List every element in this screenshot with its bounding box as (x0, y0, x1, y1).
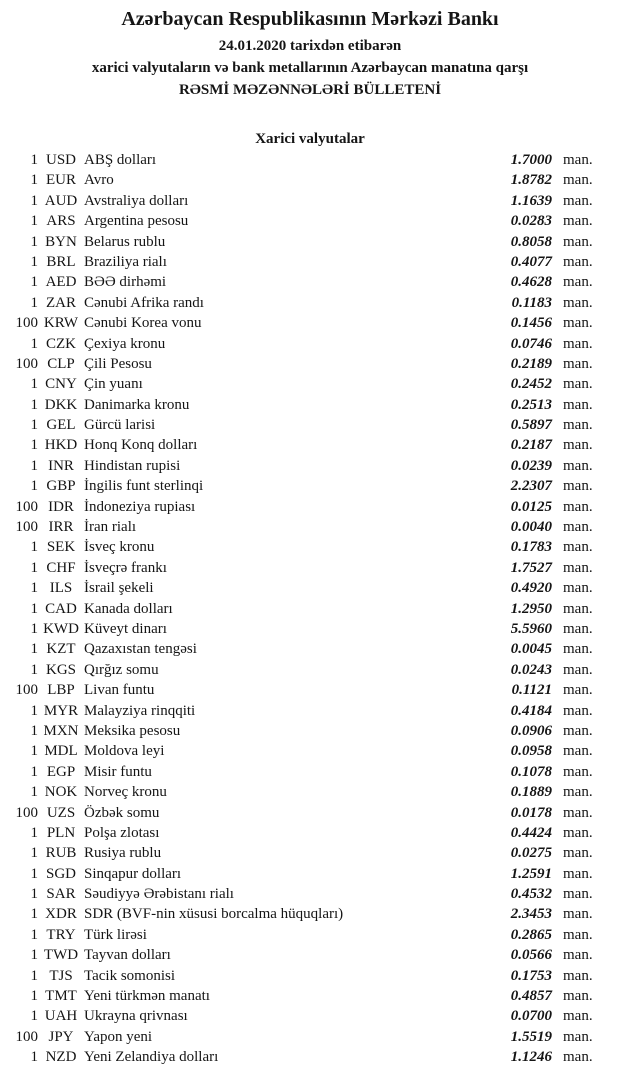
row-rate-value: 0.0746 (510, 335, 552, 352)
table-row (0, 395, 604, 415)
row-quantity: 1 (30, 559, 38, 576)
row-quantity: 1 (30, 172, 38, 189)
table-row (0, 782, 604, 802)
row-currency-name: Sinqapur dolları (84, 865, 182, 882)
row-currency-name: Gürcü larisi (84, 417, 156, 434)
row-currency-name: Tacik somonisi (84, 967, 176, 984)
row-quantity: 1 (30, 906, 38, 923)
row-unit-label: man. (563, 294, 593, 311)
row-rate-value: 0.4077 (510, 253, 552, 270)
row-currency-name: Yeni Zelandiya dolları (84, 1049, 219, 1066)
row-rate-value: 0.0906 (510, 722, 552, 739)
table-row (0, 191, 604, 211)
row-quantity: 1 (30, 600, 38, 617)
row-currency-code: PLN (46, 824, 76, 841)
row-currency-name: Küveyt dinarı (84, 620, 167, 637)
table-row (0, 1027, 604, 1047)
table-row (0, 150, 604, 170)
row-currency-name: Kanada dolları (84, 600, 173, 617)
row-rate-value: 1.7527 (510, 559, 552, 576)
row-quantity: 1 (30, 539, 38, 556)
row-currency-name: İsveç kronu (84, 539, 155, 556)
row-rate-value: 0.2865 (510, 926, 552, 943)
row-unit-label: man. (563, 824, 593, 841)
row-currency-name: Meksika pesosu (84, 722, 181, 739)
table-row (0, 252, 604, 272)
table-row (0, 966, 604, 986)
row-currency-code: USD (45, 152, 76, 168)
row-rate-value: 0.0178 (510, 804, 552, 821)
row-quantity: 1 (30, 376, 38, 393)
row-rate-value: 0.0275 (510, 845, 552, 862)
row-quantity: 1 (30, 702, 38, 719)
row-quantity: 1 (30, 967, 38, 984)
row-quantity: 1 (30, 580, 38, 597)
table-row (0, 354, 604, 374)
row-rate-value: 0.4857 (510, 988, 552, 1005)
row-rate-value: 0.2187 (510, 437, 552, 454)
row-currency-code: CLP (47, 355, 75, 372)
table-row (0, 843, 604, 863)
row-currency-code: CAD (45, 600, 77, 617)
row-rate-value: 0.1078 (510, 763, 552, 780)
row-unit-label: man. (563, 457, 593, 474)
table-row (0, 476, 604, 496)
table-row (0, 701, 604, 721)
row-currency-code: KRW (43, 315, 79, 332)
row-rate-value: 1.5519 (510, 1028, 552, 1045)
row-unit-label: man. (563, 559, 593, 576)
row-quantity: 1 (30, 253, 38, 270)
table-row (0, 721, 604, 741)
row-currency-code: UAH (44, 1008, 78, 1025)
row-rate-value: 0.0566 (510, 947, 552, 964)
row-currency-name: Polşa zlotası (84, 824, 160, 841)
table-row (0, 1047, 604, 1067)
row-unit-label: man. (563, 233, 593, 250)
row-rate-value: 0.1183 (511, 294, 552, 311)
row-unit-label: man. (563, 661, 593, 678)
row-currency-name: İran rialı (84, 519, 137, 536)
row-unit-label: man. (563, 1028, 593, 1045)
bulletin-subtitle: xarici valyutaların və bank metallarının Azərbaycan manatına qarşı (91, 60, 529, 76)
table-row (0, 1006, 604, 1026)
row-quantity: 100 (15, 355, 38, 372)
row-currency-name: Belarus rublu (84, 233, 166, 250)
row-currency-code: KGS (45, 661, 76, 678)
row-unit-label: man. (563, 743, 593, 760)
row-currency-name: Türk lirəsi (84, 926, 147, 943)
row-rate-value: 0.0283 (510, 213, 552, 230)
row-currency-name: Misir funtu (84, 763, 152, 780)
row-rate-value: 0.8058 (510, 233, 552, 250)
row-unit-label: man. (563, 213, 593, 230)
row-quantity: 1 (30, 233, 38, 250)
row-unit-label: man. (563, 682, 593, 699)
row-currency-name: Danimarka kronu (84, 396, 190, 413)
row-currency-name: Livan funtu (84, 682, 155, 699)
table-row (0, 293, 604, 313)
table-row (0, 211, 604, 231)
row-currency-code: AED (45, 274, 77, 291)
row-currency-code: CNY (45, 376, 77, 393)
table-row (0, 272, 604, 292)
row-currency-name: ABŞ dolları (84, 152, 157, 168)
table-row (0, 762, 604, 782)
row-unit-label: man. (563, 600, 593, 617)
row-currency-code: SEK (46, 539, 76, 556)
table-row (0, 986, 604, 1006)
exchange-rates-table (0, 150, 620, 1068)
row-rate-value: 0.1456 (510, 315, 552, 332)
row-quantity: 1 (30, 1049, 38, 1066)
row-currency-code: DKK (44, 396, 78, 413)
row-currency-code: NZD (45, 1049, 77, 1066)
row-unit-label: man. (563, 274, 593, 291)
row-quantity: 1 (30, 926, 38, 943)
table-row (0, 639, 604, 659)
row-currency-code: CHF (46, 559, 76, 576)
row-currency-code: INR (48, 457, 74, 474)
row-currency-name: Norveç kronu (84, 784, 167, 801)
table-row (0, 170, 604, 190)
row-currency-name: Avro (84, 172, 114, 189)
row-unit-label: man. (563, 396, 593, 413)
table-row (0, 945, 604, 965)
row-unit-label: man. (563, 988, 593, 1005)
row-unit-label: man. (563, 498, 593, 515)
table-row (0, 313, 604, 333)
row-unit-label: man. (563, 865, 593, 882)
row-currency-name: Argentina pesosu (84, 213, 189, 230)
row-quantity: 1 (30, 824, 38, 841)
row-currency-name: Hindistan rupisi (84, 457, 181, 474)
table-row (0, 415, 604, 435)
row-currency-code: HKD (44, 437, 78, 454)
row-quantity: 1 (30, 641, 38, 658)
row-currency-code: KZT (46, 641, 76, 658)
row-quantity: 1 (30, 192, 38, 209)
row-quantity: 100 (15, 682, 38, 699)
row-quantity: 1 (30, 865, 38, 882)
row-rate-value: 0.4532 (510, 886, 552, 903)
row-rate-value: 0.0700 (510, 1008, 552, 1025)
row-quantity: 1 (30, 784, 38, 801)
row-rate-value: 0.2513 (510, 396, 552, 413)
row-currency-code: TJS (49, 967, 73, 984)
row-unit-label: man. (563, 1049, 593, 1066)
table-row (0, 334, 604, 354)
row-unit-label: man. (563, 886, 593, 903)
row-currency-code: UZS (46, 804, 76, 821)
row-unit-label: man. (563, 702, 593, 719)
row-currency-name: İngilis funt sterlinqi (84, 478, 204, 495)
row-unit-label: man. (563, 947, 593, 964)
row-unit-label: man. (563, 315, 593, 332)
row-rate-value: 0.1783 (510, 539, 552, 556)
row-quantity: 1 (30, 620, 38, 637)
row-currency-code: BRL (46, 253, 76, 270)
row-currency-name: Özbək somu (84, 804, 160, 821)
row-currency-name: Moldova leyi (84, 743, 165, 760)
row-currency-code: GBP (46, 478, 76, 495)
row-rate-value: 0.0239 (510, 457, 552, 474)
row-quantity: 1 (30, 988, 38, 1005)
row-unit-label: man. (563, 804, 593, 821)
row-unit-label: man. (563, 722, 593, 739)
row-rate-value: 0.2189 (510, 355, 552, 372)
row-quantity: 1 (30, 213, 38, 230)
row-quantity: 1 (30, 152, 38, 168)
row-currency-code: BYN (45, 233, 77, 250)
row-quantity: 1 (30, 437, 38, 454)
row-currency-name: Qırğız somu (84, 661, 159, 678)
row-currency-code: ILS (49, 580, 73, 597)
row-currency-code: LBP (47, 682, 75, 699)
table-row (0, 517, 604, 537)
row-rate-value: 1.2591 (510, 865, 552, 882)
bank-name-title: Azərbaycan Respublikasının Mərkəzi Bankı (121, 8, 499, 30)
table-row (0, 435, 604, 455)
row-unit-label: man. (563, 845, 593, 862)
row-unit-label: man. (563, 784, 593, 801)
row-rate-value: 1.8782 (510, 172, 552, 189)
row-rate-value: 0.0125 (510, 498, 552, 515)
row-currency-code: TWD (43, 947, 79, 964)
row-unit-label: man. (563, 763, 593, 780)
row-unit-label: man. (563, 172, 593, 189)
table-row (0, 619, 604, 639)
row-rate-value: 0.0243 (510, 661, 552, 678)
row-unit-label: man. (563, 335, 593, 352)
row-rate-value: 1.1246 (510, 1049, 552, 1066)
table-row (0, 904, 604, 924)
row-currency-code: JPY (48, 1028, 74, 1045)
row-quantity: 1 (30, 294, 38, 311)
row-currency-name: Yapon yeni (84, 1028, 153, 1045)
row-rate-value: 0.4920 (510, 580, 552, 597)
row-quantity: 1 (30, 478, 38, 495)
table-row (0, 537, 604, 557)
row-currency-name: SDR (BVF-nin xüsusi borcalma hüquqları) (84, 906, 344, 923)
row-unit-label: man. (563, 967, 593, 984)
table-row (0, 660, 604, 680)
row-unit-label: man. (563, 539, 593, 556)
row-currency-name: Çili Pesosu (84, 355, 152, 372)
row-unit-label: man. (563, 152, 593, 168)
row-rate-value: 0.1753 (510, 967, 552, 984)
row-rate-value: 1.7000 (510, 152, 552, 168)
row-quantity: 100 (15, 315, 38, 332)
row-unit-label: man. (563, 1008, 593, 1025)
row-currency-code: IDR (48, 498, 74, 515)
table-row (0, 232, 604, 252)
row-currency-code: KWD (43, 620, 79, 637)
row-quantity: 100 (15, 804, 38, 821)
table-row (0, 374, 604, 394)
table-row (0, 558, 604, 578)
row-currency-code: TMT (45, 988, 77, 1005)
bulletin-header (0, 6, 620, 100)
row-currency-code: XDR (45, 906, 77, 923)
row-currency-name: Səudiyyə Ərəbistanı rialı (84, 886, 234, 903)
row-currency-code: MYR (43, 702, 79, 719)
row-rate-value: 0.0040 (510, 519, 552, 536)
table-row (0, 925, 604, 945)
row-quantity: 1 (30, 947, 38, 964)
row-quantity: 1 (30, 845, 38, 862)
row-quantity: 100 (15, 519, 38, 536)
row-currency-code: NOK (44, 784, 78, 801)
row-quantity: 1 (30, 743, 38, 760)
row-rate-value: 5.5960 (510, 620, 552, 637)
row-currency-code: CZK (46, 335, 76, 352)
table-row (0, 741, 604, 761)
row-rate-value: 0.1121 (511, 682, 552, 699)
row-quantity: 100 (15, 1028, 38, 1045)
row-currency-name: Cənubi Afrika randı (84, 294, 204, 311)
row-rate-value: 0.4628 (510, 274, 552, 291)
row-unit-label: man. (563, 192, 593, 209)
row-rate-value: 2.3453 (510, 906, 552, 923)
row-currency-name: Braziliya rialı (84, 253, 167, 270)
row-quantity: 1 (30, 417, 38, 434)
row-quantity: 1 (30, 886, 38, 903)
row-quantity: 1 (30, 1008, 38, 1025)
row-currency-code: RUB (45, 845, 77, 862)
row-currency-name: Tayvan dolları (84, 947, 171, 964)
table-row (0, 578, 604, 598)
row-quantity: 1 (30, 763, 38, 780)
row-unit-label: man. (563, 376, 593, 393)
row-rate-value: 0.2452 (510, 376, 552, 393)
row-currency-code: TRY (46, 926, 76, 943)
row-unit-label: man. (563, 580, 593, 597)
row-currency-name: Yeni türkmən manatı (84, 988, 210, 1005)
row-rate-value: 2.2307 (510, 478, 552, 495)
row-quantity: 1 (30, 722, 38, 739)
row-currency-code: ARS (46, 213, 76, 230)
row-unit-label: man. (563, 906, 593, 923)
row-currency-name: Avstraliya dolları (84, 192, 189, 209)
row-rate-value: 1.1639 (510, 192, 552, 209)
row-quantity: 1 (30, 457, 38, 474)
row-currency-code: ZAR (46, 294, 76, 311)
table-row (0, 599, 604, 619)
row-currency-code: GEL (46, 417, 76, 434)
row-currency-code: EGP (46, 763, 76, 780)
row-currency-code: SAR (46, 886, 76, 903)
row-quantity: 1 (30, 274, 38, 291)
row-currency-name: Ukrayna qrivnası (84, 1008, 188, 1025)
row-currency-name: İsveçrə frankı (84, 559, 167, 576)
bulletin-title: RƏSMİ MƏZƏNNƏLƏRİ BÜLLETENİ (178, 82, 442, 98)
effective-date-line: 24.01.2020 tarixdən etibarən (218, 38, 402, 54)
row-quantity: 100 (15, 498, 38, 515)
row-unit-label: man. (563, 253, 593, 270)
row-rate-value: 0.5897 (510, 417, 552, 434)
row-rate-value: 1.2950 (510, 600, 552, 617)
table-row (0, 680, 604, 700)
row-unit-label: man. (563, 641, 593, 658)
row-quantity: 1 (30, 335, 38, 352)
row-unit-label: man. (563, 417, 593, 434)
table-row (0, 864, 604, 884)
row-currency-name: İsrail şekeli (84, 580, 154, 597)
table-row (0, 497, 604, 517)
row-unit-label: man. (563, 355, 593, 372)
row-currency-name: Çin yuanı (84, 376, 143, 393)
row-currency-name: BƏƏ dirhəmi (84, 274, 167, 291)
row-unit-label: man. (563, 437, 593, 454)
row-currency-name: Cənubi Korea vonu (84, 315, 202, 332)
row-unit-label: man. (563, 478, 593, 495)
row-quantity: 1 (30, 661, 38, 678)
table-row (0, 456, 604, 476)
section-title-foreign-currencies: Xarici valyutalar (255, 131, 365, 147)
row-rate-value: 0.0958 (510, 743, 552, 760)
table-row (0, 803, 604, 823)
row-quantity: 1 (30, 396, 38, 413)
row-currency-name: İndoneziya rupiası (84, 498, 196, 515)
table-row (0, 884, 604, 904)
row-currency-name: Rusiya rublu (84, 845, 162, 862)
row-currency-name: Çexiya kronu (84, 335, 166, 352)
row-rate-value: 0.4184 (510, 702, 552, 719)
row-unit-label: man. (563, 519, 593, 536)
table-row (0, 823, 604, 843)
row-rate-value: 0.1889 (510, 784, 552, 801)
row-currency-name: Honq Konq dolları (84, 437, 198, 454)
row-currency-code: EUR (46, 172, 76, 189)
row-currency-name: Qazaxıstan tengəsi (84, 641, 197, 658)
row-currency-code: MXN (43, 722, 79, 739)
row-currency-code: MDL (44, 743, 78, 760)
row-currency-name: Malayziya rinqqiti (84, 702, 196, 719)
row-currency-code: IRR (48, 519, 74, 536)
row-unit-label: man. (563, 620, 593, 637)
row-unit-label: man. (563, 926, 593, 943)
row-currency-code: SGD (45, 865, 76, 882)
row-currency-code: AUD (44, 192, 78, 209)
row-rate-value: 0.4424 (510, 824, 552, 841)
row-rate-value: 0.0045 (510, 641, 552, 658)
